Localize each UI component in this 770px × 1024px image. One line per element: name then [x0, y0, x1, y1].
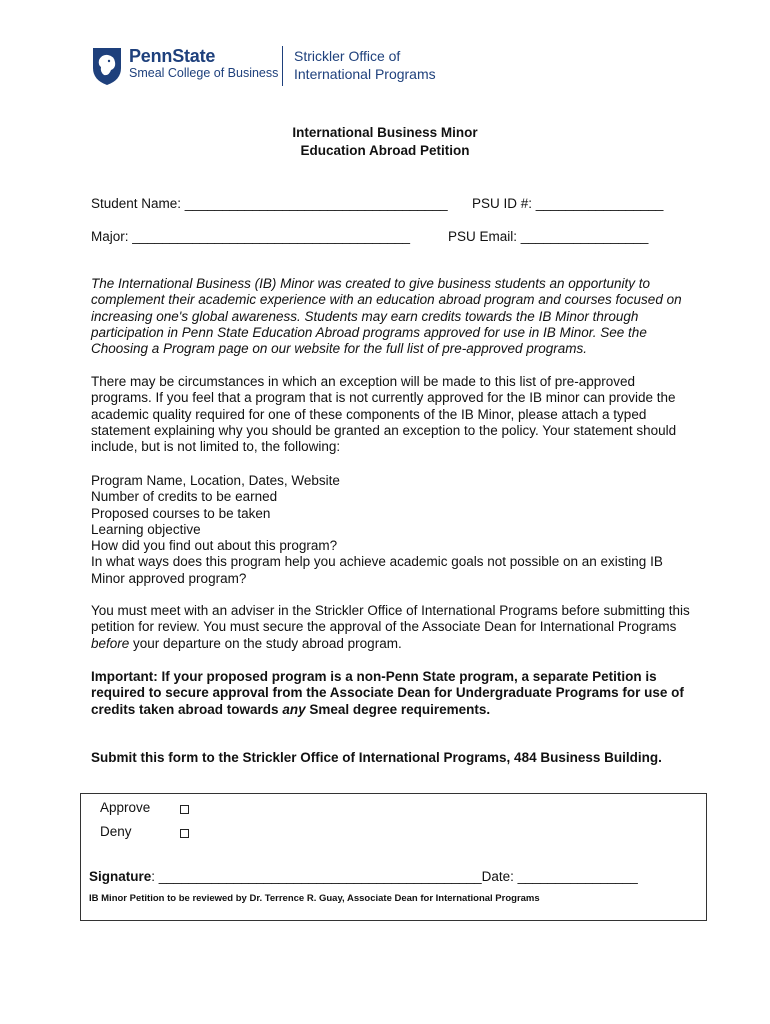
list-item: In what ways does this program help you achieve academic goals not possible on an existing IB Minor approved program?: [91, 554, 663, 586]
list-item: How did you find out about this program?: [91, 538, 338, 554]
signature-date-row[interactable]: [89, 869, 638, 884]
any-emphasis: any: [282, 701, 306, 717]
choosing-a-program-link[interactable]: Choosing a Program: [91, 341, 215, 357]
list-item: Proposed courses to be taken: [91, 505, 271, 521]
deny-checkbox[interactable]: [180, 829, 189, 838]
university-logo-text: PennState: [129, 46, 216, 66]
list-item: Program Name, Location, Dates, Website: [91, 473, 340, 488]
major-field[interactable]: Major: _____________________________________: [91, 229, 411, 244]
approve-checkbox[interactable]: [180, 805, 189, 814]
office-name-line2: International Programs: [294, 66, 436, 82]
requirements-list: [91, 473, 691, 587]
approval-box: [80, 793, 707, 921]
college-name: Smeal College of Business: [129, 66, 279, 80]
form-subtitle: Education Abroad Petition: [300, 143, 470, 158]
before-emphasis: before: [91, 635, 130, 651]
student-name-field[interactable]: Student Name: ___________________________________: [91, 196, 448, 211]
psu-email-field[interactable]: PSU Email: _________________: [448, 229, 649, 244]
approve-label: Approve: [100, 800, 151, 815]
exception-paragraph: There may be circumstances in which an exception will be made to this list of pre-approved programs. If you feel that a program that is not currently approved for the IB minor can provide the academic quality required for one of these components of the IB Minor, please attach a typed statement explaining why you should be granted an exception to the policy. Your statement should include, but is not limited to, the following:: [91, 374, 677, 455]
deny-label: Deny: [100, 824, 132, 839]
signature-line[interactable]: : ___________________________________________: [151, 869, 482, 884]
list-item: Learning objective: [91, 521, 201, 537]
important-notice: Important: If your proposed program is a non-Penn State program, a separate Petition is required to secure approval from the Associate Dean for Undergraduate Programs for use of credits taken abroad towards any Smeal degree requirements.: [91, 669, 684, 717]
form-title: International Business Minor: [292, 125, 478, 140]
letterhead: [92, 44, 452, 88]
psu-id-field[interactable]: PSU ID #: _________________: [472, 196, 664, 211]
date-field[interactable]: Date: ________________: [481, 869, 638, 884]
signature-label: Signature: [89, 869, 152, 884]
header-divider: [282, 46, 283, 86]
submit-instructions: Submit this form to the Strickler Office of International Programs, 484 Business Building.: [91, 750, 662, 765]
reviewer-note: IB Minor Petition to be reviewed by Dr. Terrence R. Guay, Associate Dean for International Programs: [89, 893, 540, 904]
nittany-lion-shield-icon: [92, 46, 122, 86]
office-name-line1: Strickler Office of: [294, 48, 401, 64]
list-item: Number of credits to be earned: [91, 489, 278, 505]
adviser-paragraph: You must meet with an adviser in the Strickler Office of International Programs before submitting this petition for review. You must secure the approval of the Associate Dean for International Programs before your departure on the study abroad program.: [91, 603, 690, 651]
intro-paragraph: The International Business (IB) Minor was created to give business students an opportunity to complement their academic experience with an education abroad program and courses focused on increasing one's global awareness. Students may earn credits towards the IB Minor through participation in Penn State Education Abroad programs approved for use in IB Minor. See the Choosing a Program page on our website for the full list of pre-approved programs.: [91, 276, 682, 357]
